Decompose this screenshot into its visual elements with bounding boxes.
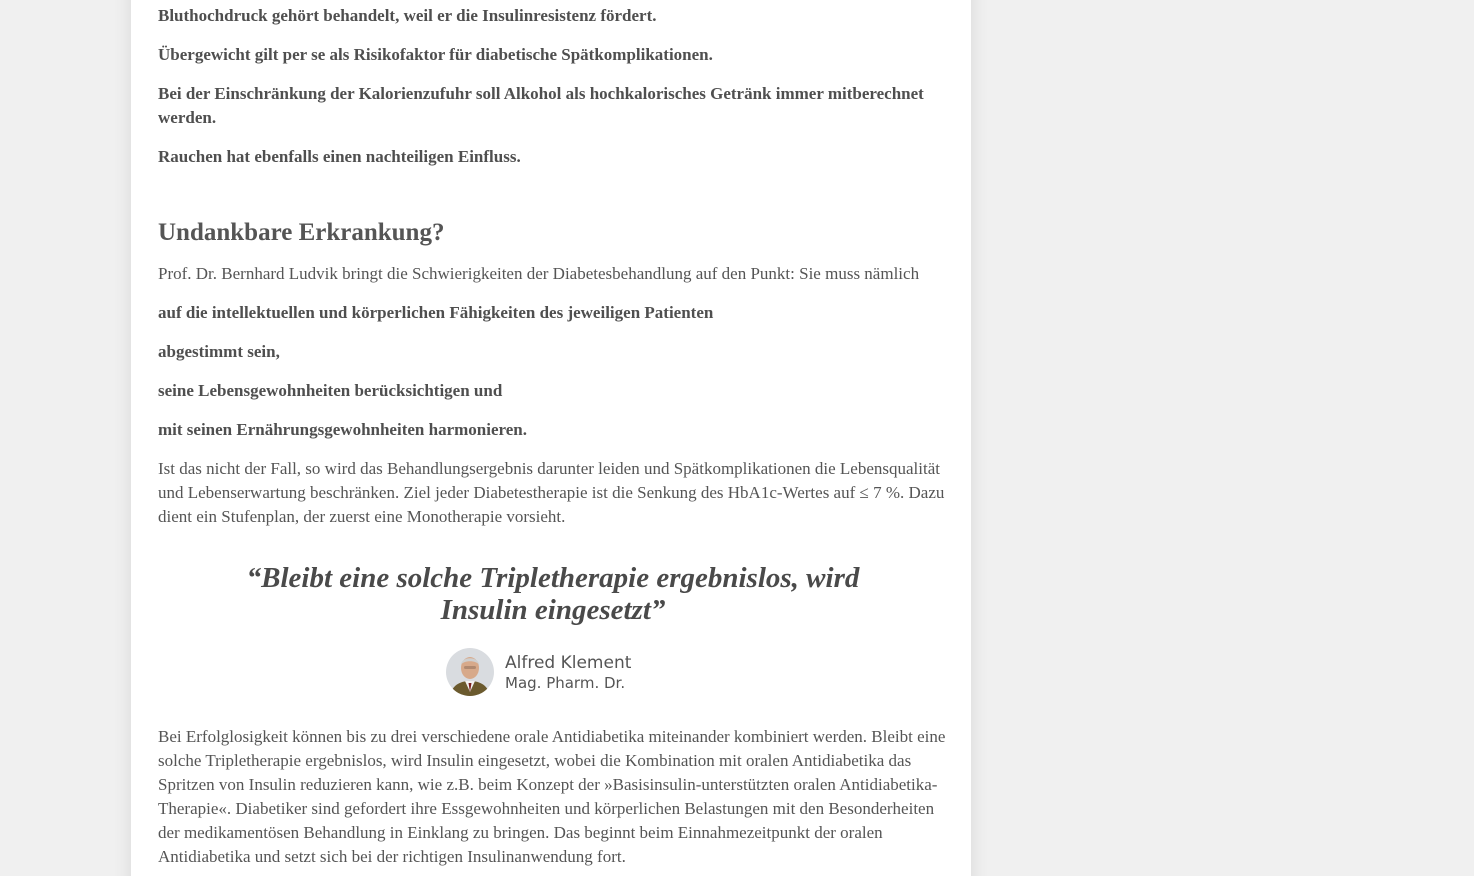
paragraph-treatment-goal: Ist das nicht der Fall, so wird das Behandlungsergebnis darunter leiden und Spätkomplikationen die Lebensqualität und Lebenserwartung beschränken. Ziel jeder Diabetestherapie ist die Senkung des HbA1c-Wertes auf ≤ 7 %. Dazu dient ein Stufenplan, der zuerst eine Monotherapie vorsieht. bbox=[158, 459, 945, 526]
author-title: Mag. Pharm. Dr. bbox=[505, 673, 626, 692]
list-item-nutrition: mit seinen Ernährungsgewohnheiten harmonieren. bbox=[158, 420, 527, 439]
quote-author bbox=[446, 648, 631, 696]
list-item-habits: seine Lebensgewohnheiten berücksichtigen und bbox=[158, 381, 503, 400]
bullet-overweight: Übergewicht gilt per se als Risikofaktor für diabetische Spätkomplikationen. bbox=[158, 45, 713, 64]
list-item-adapted: abgestimmt sein, bbox=[158, 342, 280, 361]
author-name: Alfred Klement bbox=[505, 652, 632, 673]
paragraph-combination-therapy: Bei Erfolglosigkeit können bis zu drei verschiedene orale Antidiabetika miteinander kombiniert werden. Bleibt eine solche Tripletherapie ergebnislos, wird Insulin eingesetzt, wobei die Kombination mit oralen Antidiabetika das Spritzen von Insulin reduzieren kann, wie z.B. beim Konzept der »Basisinsulin-unterstützten oralen Antidiabetika-Therapie«. Diabetiker sind gefordert ihre Essgewohnheiten und körperlichen Belastungen mit den Besonderheiten der medikamentösen Behandlung in Einklang zu bringen. Das beginnt beim Einnahmezeitpunkt der oralen Antidiabetika und setzt sich bei der richtigen Insulinanwendung fort. bbox=[158, 727, 946, 866]
pull-quote: “Bleibt eine solche Tripletherapie ergebnislos, wird Insulin eingesetzt” bbox=[246, 562, 860, 626]
avatar bbox=[446, 648, 494, 696]
section-heading: Undankbare Erkrankung? bbox=[158, 219, 445, 246]
list-item-abilities: auf die intellektuellen und körperlichen Fähigkeiten des jeweiligen Patienten bbox=[158, 303, 714, 322]
bullet-blood-pressure: Bluthochdruck gehört behandelt, weil er die Insulinresistenz fördert. bbox=[158, 6, 657, 25]
bullet-smoking: Rauchen hat ebenfalls einen nachteiligen Einfluss. bbox=[158, 147, 521, 166]
intro-paragraph: Prof. Dr. Bernhard Ludvik bringt die Schwierigkeiten der Diabetesbehandlung auf den Punkt: Sie muss nämlich bbox=[158, 264, 920, 283]
bullet-alcohol: Bei der Einschränkung der Kalorienzufuhr soll Alkohol als hochkalorisches Getränk immer mitberechnet werden. bbox=[158, 84, 924, 127]
